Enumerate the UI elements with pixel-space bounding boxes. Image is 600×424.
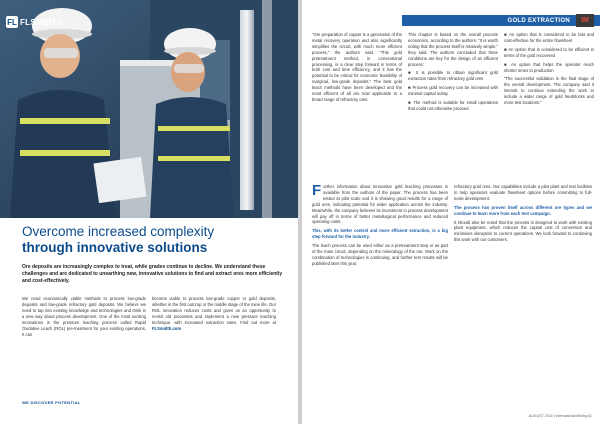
left-page — [0, 0, 298, 424]
ad-headline — [22, 224, 282, 256]
highlighted-paragraph: The process has proven itself across different ore types and we continue to learn more from each test campaign. — [454, 204, 592, 216]
ad-body-column-2-text: become viable to process low-grade copper or gold deposits, whether in the first outcrop or the middle stage of the mine life. Our ROL innovation reduces costs and gives us an opportunity to revisit old processes and implement a new pressure leaching technique, with increased extraction rates. Find out more at — [152, 296, 276, 325]
article-paragraph: refractory gold ores. Our capabilities include a pilot plant and test facilities to help operators evaluate flowsheet options before committing to full-scale development. — [454, 184, 592, 201]
ad-body-column-2 — [152, 296, 276, 332]
section-header-bar — [402, 15, 600, 26]
section-label: GOLD EXTRACTION — [507, 17, 570, 24]
ad-headline-line-2: through innovative solutions — [22, 240, 208, 255]
ad-body-column-1: We need economically viable methods to process low-grade deposits and low-grade refractory gold deposits. We believe we need to tap into existing knowledge and technologies and think in a new way about process development. One of the most exciting innovations is the pressure leaching process called Rapid Oxidative Leach (ROL) pre-treatment for your existing operations. It can — [22, 296, 146, 337]
ad-headline-line-1: Overcome increased complexity — [22, 224, 215, 239]
article-paragraph: "The successful validation is the final stage of the overall development. The company said it intends to continue extending the work to include a wider range of gold feedstocks and more test locations." — [504, 76, 594, 106]
magazine-corner-logo: IM — [576, 14, 594, 27]
bullet-item: ■ An option that helps the operator reach shorter times to production — [504, 61, 594, 73]
article-paragraph: This chapter is based on the overall process economics, according to the authors. "It is worth noting that the process itself is relatively simple," they said. The authors concluded that three conditions are key for the design of an efficient process: — [408, 32, 498, 67]
flsmidth-website-link[interactable]: FLSmidth.com — [152, 326, 182, 331]
flsmidth-logo-mark: FL — [7, 17, 17, 27]
drop-cap: F — [312, 182, 322, 199]
article-top-column-3 — [504, 32, 594, 109]
hero-photo-plant-workers — [0, 0, 298, 218]
article-bottom-column-2 — [454, 184, 592, 246]
bullet-item: ■ It is possible to obtain significant gold extraction rates from refractory gold ores — [408, 70, 498, 82]
article-top-column-1 — [312, 32, 402, 106]
flsmidth-logo-text: FLSMIDTH — [20, 17, 63, 27]
article-top-column-2 — [408, 32, 498, 115]
article-paragraph: Further information about innovative gold leaching processes is available from the authors of the paper. The process has been tested at pilot scale and it is showing good results for a range of gold ores, indicating potential for wider application across the industry. Meanwhile, the company believes its investment in process development will pay off in terms of better metallurgical performance and reduced operating costs. — [312, 182, 448, 225]
bullet-item: ■ An option that is considered to be fast and cost-effective for the entire flowsheet — [504, 32, 594, 43]
right-page — [302, 0, 600, 424]
highlighted-paragraph: This, with its better control and more efficient extraction, is a big step forward for the industry. — [312, 228, 448, 240]
article-paragraph: The leach process can be used either as a pretreatment step or as part of the main circuit, depending on the mineralogy of the ore. Work on the combination of technologies is continuing, and further test results will be published later this year. — [312, 243, 448, 266]
flsmidth-logo — [6, 16, 63, 28]
hero-photo-illustration — [0, 0, 298, 218]
article-paragraph: It should also be noted that the process is designed to work with existing plant equipment, which reduces the capital cost of conversion and minimises disruption to current operations. We look forward to continuing this work with our customers. — [454, 219, 592, 243]
ad-subhead: Ore deposits are increasingly complex to treat, while grades continue to decline. We understand these challenges and are dedicated to unearthing new, innovative solutions to find and extract ores more efficiently and cost-effectively. — [22, 264, 283, 284]
ad-footer-tagline: WE DISCOVER POTENTIAL — [22, 400, 81, 405]
page-footer: AUGUST 2018 | International Mining 61 — [528, 414, 592, 418]
article-bottom-column-1 — [312, 184, 448, 270]
bullet-item: ■ The method is suitable for small operations that could not otherwise proceed — [408, 100, 498, 111]
bullet-item: ■ Process gold recovery can be increased with minimal capital outlay — [408, 85, 498, 97]
article-paragraph: "Ore preparation of copper is a generation of the metal recovery operation and also significantly simplifies the circuit, with much more efficient process," the authors said. "This gold pretreatment method, in conventional processing, is a clear step forward in terms of both cost and time efficiency, and it has the potential to be critical for economic feasibility of marginal, low-grade deposits." The best gold leach methods have been developed and the most efficient of all are now applicable to a broad range of refractory ores. — [312, 32, 402, 102]
bullet-item: ■ An option that is considered to be efficient in terms of the gold recovered — [504, 46, 594, 58]
